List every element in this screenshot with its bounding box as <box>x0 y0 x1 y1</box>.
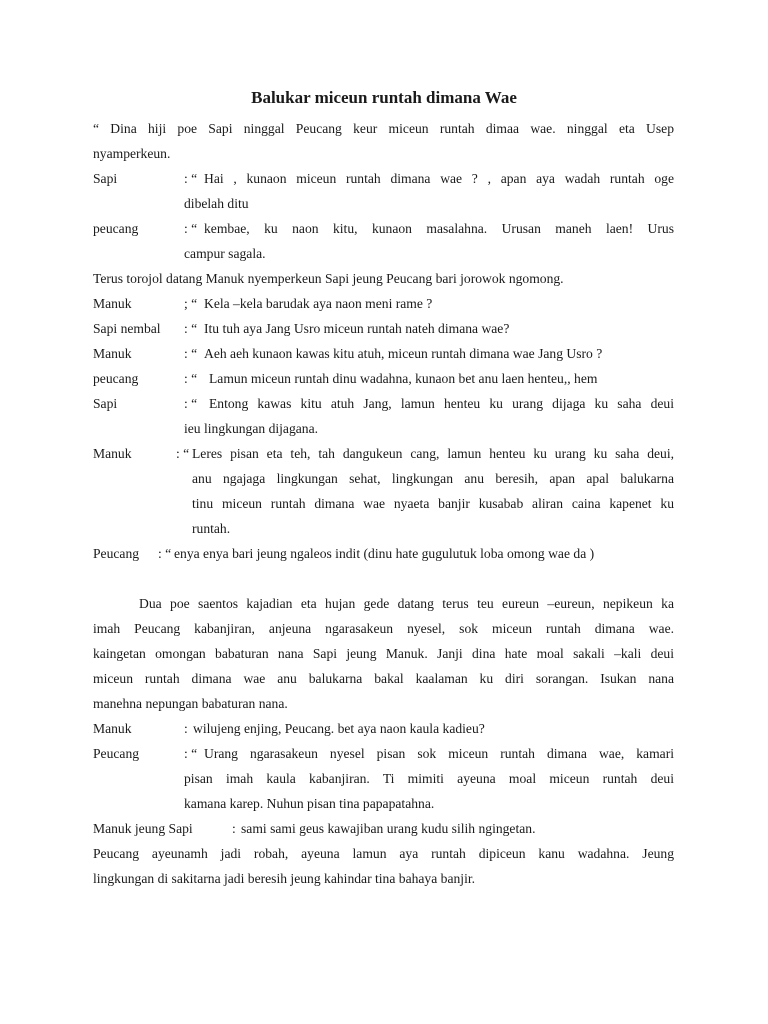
dialogue-line: tinu miceun runtah dimana wae nyaeta banjir kusabab aliran caina kapenet ku <box>192 496 674 511</box>
dialogue-line: anu ngajaga lingkungan sehat, lingkungan anu beresih, apan apal balukarna <box>192 471 674 486</box>
dialogue-line: Urang ngarasakeun nyesel pisan sok miceun runtah dimana wae, kamari <box>204 746 674 761</box>
dialogue-line: Kela –kela barudak aya naon meni rame ? <box>204 296 433 311</box>
dialogue-line: ieu lingkungan dijagana. <box>184 421 319 436</box>
separator: : “ <box>184 321 198 336</box>
dialogue-line: pisan imah kaula kabanjiran. Ti mimiti ayeuna moal miceun runtah deui <box>184 771 674 786</box>
dialogue-line: Leres pisan eta teh, tah dangukeun cang, lamun henteu ku urang ku saha deui, <box>192 446 674 461</box>
speaker-manuk: Manuk <box>93 296 132 311</box>
dialogue-line: dibelah ditu <box>184 196 249 211</box>
separator: : “ <box>184 221 198 236</box>
paragraph-line-1: Dua poe saentos kajadian eta hujan gede datang terus teu eureun –eureun, nepikeun ka <box>139 596 674 611</box>
intro-line-2: nyamperkeun. <box>93 146 171 161</box>
separator: : “ <box>184 346 198 361</box>
speaker-manuk: Manuk <box>93 346 132 361</box>
speaker-sapi: Sapi <box>93 171 118 186</box>
speaker-sapi-nembal: Sapi nembal <box>93 321 161 336</box>
dialogue-line: kamana karep. Nuhun pisan tina papapatahna. <box>184 796 435 811</box>
paragraph-line-2: imah Peucang kabanjiran, anjeuna ngarasakeun nyesel, sok miceun runtah dimana wae. <box>93 621 674 636</box>
speaker-sapi: Sapi <box>93 396 118 411</box>
narration-line: Terus torojol datang Manuk nyemperkeun Sapi jeung Peucang bari jorowok ngomong. <box>93 271 564 286</box>
dialogue-line: Hai , kunaon miceun runtah dimana wae ? , apan aya wadah runtah oge <box>204 171 674 186</box>
document-title: Balukar miceun runtah dimana Wae <box>251 88 517 107</box>
separator: : <box>184 721 188 736</box>
dialogue-line: runtah. <box>192 521 231 536</box>
separator: ; “ <box>184 296 198 311</box>
dialogue-line: Aeh aeh kunaon kawas kitu atuh, miceun runtah dimana wae Jang Usro ? <box>204 346 603 361</box>
dialogue-line: kembae, ku naon kitu, kunaon masalahna. Urusan maneh laen! Urus <box>204 221 674 236</box>
closing-line-2: lingkungan di sakitarna jadi beresih jeung kahindar tina bahaya banjir. <box>93 871 476 886</box>
separator: : “ <box>184 746 198 761</box>
speaker-peucang: peucang <box>93 221 139 236</box>
paragraph-line-5: manehna nepungan babaturan nana. <box>93 696 288 711</box>
intro-line-1: “ Dina hiji poe Sapi ninggal Peucang keur miceun runtah dimaa wae. ninggal eta Usep <box>93 121 674 136</box>
speaker-peucang: Peucang <box>93 546 140 561</box>
paragraph-line-4: miceun runtah dimana wae anu balukarna bakal kaalaman ku diri sorangan. Isukan nana <box>93 671 674 686</box>
paragraph-line-3: kaingetan omongan babaturan nana Sapi jeung Manuk. Janji dina hate moal sakali –kali deui <box>93 646 674 661</box>
speaker-manuk: Manuk <box>93 446 132 461</box>
separator: : “ <box>184 171 198 186</box>
separator: : <box>232 821 236 836</box>
speaker-manuk: Manuk <box>93 721 132 736</box>
dialogue-line: campur sagala. <box>184 246 266 261</box>
closing-line-1: Peucang ayeunamh jadi robah, ayeuna lamun aya runtah dipiceun kanu wadahna. Jeung <box>93 846 674 861</box>
separator: : “ <box>158 546 172 561</box>
dialogue-line: Itu tuh aya Jang Usro miceun runtah nateh dimana wae? <box>204 321 510 336</box>
dialogue-line: Entong kawas kitu atuh Jang, lamun henteu ku urang dijaga ku saha deui <box>209 396 674 411</box>
dialogue-line: enya enya bari jeung ngaleos indit (dinu hate gugulutuk loba omong wae da ) <box>174 546 595 561</box>
dialogue-line: sami sami geus kawajiban urang kudu silih ngingetan. <box>241 821 536 836</box>
separator: : “ <box>184 396 198 411</box>
speaker-peucang: peucang <box>93 371 139 386</box>
separator: : “ <box>176 446 190 461</box>
dialogue-line: Lamun miceun runtah dinu wadahna, kunaon bet anu laen henteu,, hem <box>209 371 598 386</box>
separator: : “ <box>184 371 198 386</box>
speaker-manuk-jeung-sapi: Manuk jeung Sapi <box>93 821 193 836</box>
dialogue-line: wilujeng enjing, Peucang. bet aya naon kaula kadieu? <box>193 721 485 736</box>
speaker-peucang: Peucang <box>93 746 140 761</box>
